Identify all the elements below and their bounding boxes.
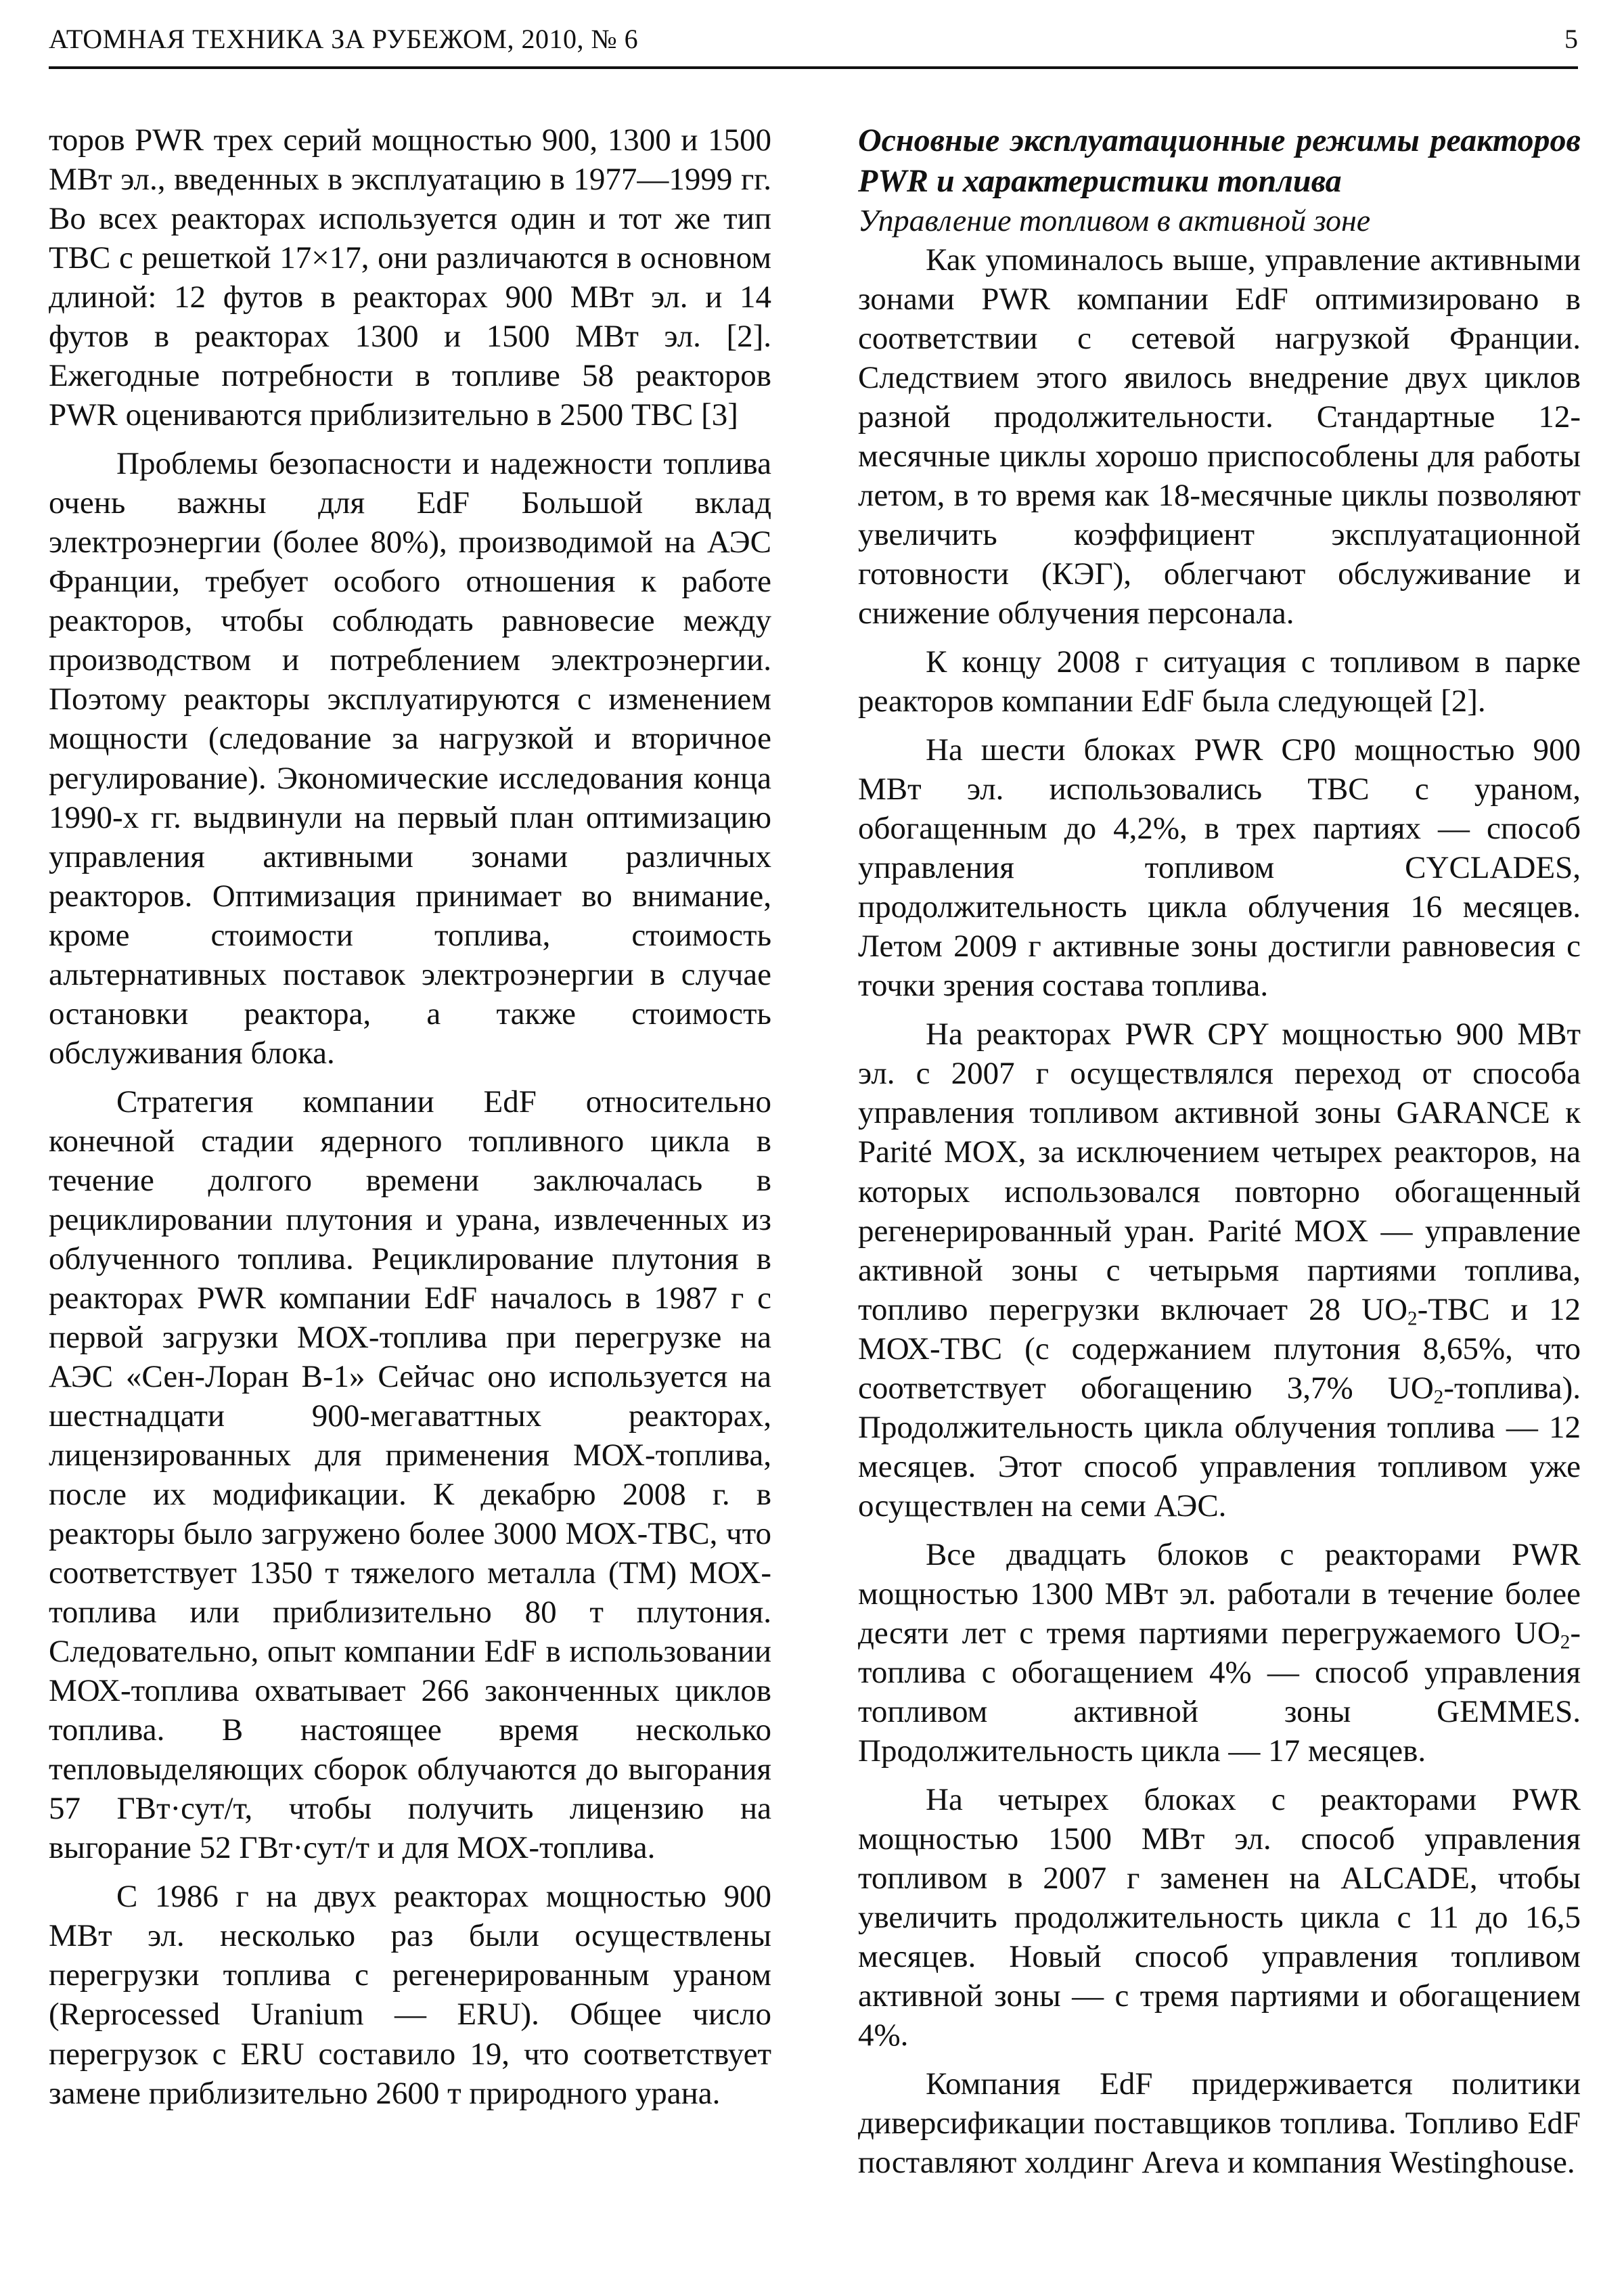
subscript: 2 — [1560, 1631, 1571, 1653]
section-title: Основные эксплуатационные режимы реакторов PWR и характеристики топлива — [858, 123, 1581, 199]
right-column — [858, 120, 1581, 2182]
paragraph: С 1986 г на двух реакторах мощностью 900 МВт эл. несколько раз были осуществлены перегрузки топлива с регенерированным ураном (Reprocessed Uranium — ERU). Общее число перегрузок с ERU составило 19, что соответствует замене приблизительно 2600 т природного урана. — [49, 1879, 771, 2111]
paragraph: Стратегия компании EdF относительно конечной стадии ядерного топливного цикла в течение долгого времени заключалась в рециклировании плутония и урана, извлеченных из облученного топлива. Рециклирование плутония в реакторах PWR компании EdF началось в 1987 г с первой загрузки МОХ-топлива при перегрузке на АЭС «Сен-Лоран В-1» Сейчас оно используется на шестнадцати 900-мегаваттных реакторах, лицензированных для применения МОХ-топлива, после их модификации. К декабрю 2008 г. в реакторы было загружено более 3000 МОХ-ТВС, что соответствует 1350 т тяжелого металла (ТМ) МОХ-топлива или приблизительно 80 т плутония. Следовательно, опыт компании EdF в использовании МОХ-топлива охватывает 266 законченных циклов топлива. В настоящее время несколько тепловыделяющих сборок облучаются до выгорания 57 ГВт·сут/т, чтобы получить лицензию на выгорание 52 ГВт·сут/т и для МОХ-топлива. — [49, 1084, 771, 1866]
paragraph — [858, 1015, 1581, 1525]
subscript: 2 — [1433, 1385, 1444, 1408]
paragraph: На четырех блоках с реакторами PWR мощностью 1500 МВт эл. способ управления топливом в 2007 г заменен на ALCADE, чтобы увеличить продолжительность цикла с 11 до 16,5 месяцев. Новый способ управления топливом активной зоны — с тремя партиями и обогащением 4%. — [858, 1781, 1581, 2053]
text-run: -топлива). Продолжительность цикла облучения топлива — 12 месяцев. Этот способ управления топливом уже осуществлен на семи АЭС. — [858, 1370, 1581, 1524]
text-run: Все двадцать блоков с реакторами PWR мощностью 1300 МВт эл. работали в течение более десяти лет с тремя партиями перегружаемого UO — [858, 1536, 1581, 1651]
subscript: 2 — [1407, 1307, 1418, 1329]
text-run: -топлива с обогащением 4% — способ управления топливом активной зоны GEMMES. Продолжительность цикла — 17 месяцев. — [858, 1615, 1581, 1769]
paragraph: К концу 2008 г ситуация с топливом в парке реакторов компании EdF была следующей [2]. — [858, 644, 1581, 719]
text-run: -ТВС и 12 МОХ-ТВС (с содержанием плутония 8,65%, что соответствует обогащению 3,7% UO — [858, 1291, 1581, 1406]
paragraph — [858, 1535, 1581, 1771]
text-run: На реакторах PWR CPY мощностью 900 МВт эл. с 2007 г осуществлялся переход от способа управления топливом активной зоны GARANCE к Parité MOX, за исключением четырех реакторов, на которых использовался повторно обогащенный регенерированный уран. Parité MOX — управление активной зоны с четырьмя партиями топлива, топливо перегрузки включает 28 UO — [858, 1017, 1581, 1327]
paragraph: Проблемы безопасности и надежности топлива очень важны для EdF Большой вклад электроэнергии (более 80%), производимой на АЭС Франции, требует особого отношения к работе реакторов, чтобы соблюдать равновесие между производством и потреблением электроэнергии. Поэтому реакторы эксплуатируются с изменением мощности (следование за нагрузкой и вторичное регулирование). Экономические исследования конца 1990-х гг. выдвинули на первый план оптимизацию управления активными зонами различных реакторов. Оптимизация принимает во внимание, кроме стоимости топлива, стоимость альтернативных поставок электроэнергии в случае остановки реактора, а также стоимость обслуживания блока. — [49, 446, 771, 1071]
left-column — [49, 120, 771, 2113]
running-header — [49, 19, 1578, 69]
paragraph: Как упоминалось выше, управление активными зонами PWR компании EdF оптимизировано в соответствии с сетевой нагрузкой Франции. Следствием этого явилось внедрение двух циклов разной продолжительности. Стандартные 12-месячные циклы хорошо приспособлены для работы летом, в то время как 18-месячные циклы позволяют увеличить коэффициент эксплуатационной готовности (КЭГ), облегчают обслуживание и снижение облучения персонала. — [858, 242, 1581, 631]
page-number: 5 — [1564, 24, 1578, 54]
subsection-title: Управление топливом в активной зоне — [858, 203, 1371, 238]
journal-title: АТОМНАЯ ТЕХНИКА ЗА РУБЕЖОМ, 2010, № 6 — [49, 24, 639, 54]
paragraph: торов PWR трех серий мощностью 900, 1300 и 1500 МВт эл., введенных в эксплуатацию в 1977—1999 гг. Во всех реакторах используется один и тот же тип ТВС с решеткой 17×17, они различаются в основном длиной: 12 футов в реакторах 900 МВт эл. и 14 футов в реакторах 1300 и 1500 МВт эл. [2]. Ежегодные потребности в топливе 58 реакторов PWR оцениваются приблизительно в 2500 ТВС [3] — [49, 123, 771, 433]
paragraph: Компания EdF придерживается политики диверсификации поставщиков топлива. Топливо EdF поставляют холдинг Areva и компания Westinghouse. — [858, 2066, 1581, 2181]
paragraph: На шести блоках PWR СР0 мощностью 900 МВт эл. использовались ТВС с ураном, обогащенным до 4,2%, в трех партиях — способ управления топливом CYCLADES, продолжительность цикла облучения 16 месяцев. Летом 2009 г активные зоны достигли равновесия с точки зрения состава топлива. — [858, 732, 1581, 1004]
